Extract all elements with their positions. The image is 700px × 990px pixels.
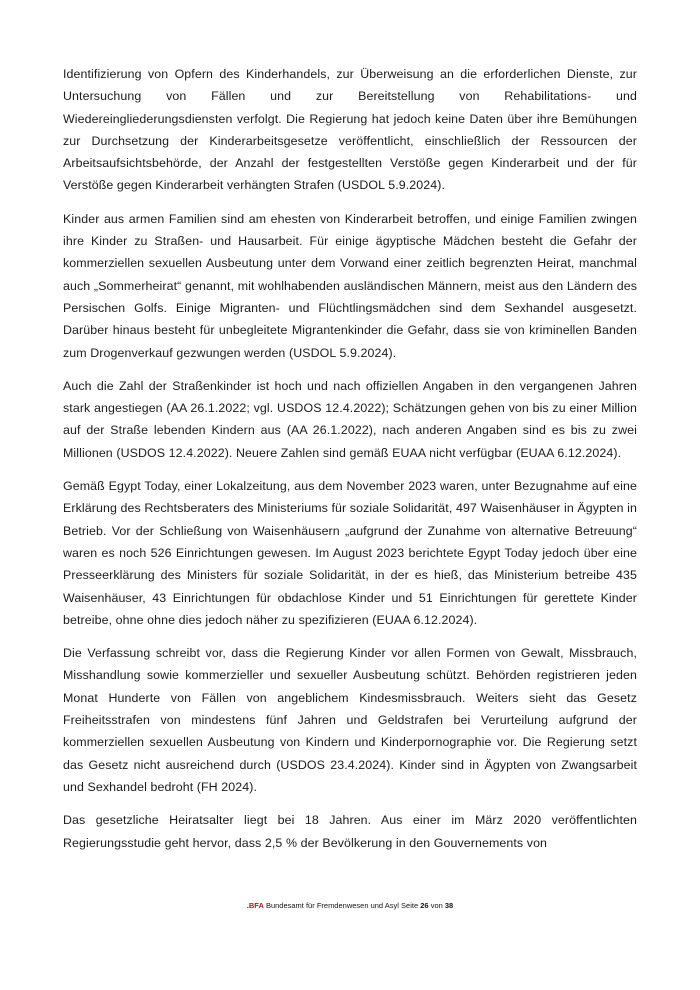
footer-page-label: Seite xyxy=(401,901,419,910)
footer-page-number: 26 xyxy=(420,901,429,910)
bfa-logo: BFA xyxy=(248,901,264,910)
paragraph-orphanages: Gemäß Egypt Today, einer Lokalzeitung, aus dem November 2023 waren, unter Bezugnahme auf eine Erklärung des Rechtsberaters des Ministeriums für soziale Solidarität, 497 Waisenhäuser in Ägypten in Betrieb. Vor der Schließung von Waisenhäusern „aufgrund der Zunahme von alternative Betreuung“ waren es noch 526 Einrichtungen gewesen. Im August 2023 berichtete Egypt Today jedoch über eine Presseerklärung des Ministers für soziale Solidarität, in der es hieß, das Ministerium betreibe 435 Waisenhäuser, 43 Einrichtungen für obdachlose Kinder und 51 Einrichtungen für gerettete Kinder betreibe, ohne ohne dies jedoch näher zu spezifizieren (EUAA 6.12.2024). xyxy=(63,479,637,627)
paragraph-marriage-age: Das gesetzliche Heiratsalter liegt bei 18 Jahren. Aus einer im März 2020 veröffentlichten Regierungsstudie geht hervor, dass 2,5 % der Bevölkerung in den Gouvernements von xyxy=(63,813,637,850)
page-footer xyxy=(0,900,700,911)
paragraph-child-labor-enforcement: Identifizierung von Opfern des Kinderhandels, zur Überweisung an die erforderlichen Dienste, zur Untersuchung von Fällen und zur Bereitstellung von Rehabilitations- und Wiedereingliederungsdiensten verfolgt. Die Regierung hat jedoch keine Daten über ihre Bemühungen zur Durchsetzung der Kinderarbeitsgesetze veröffentlicht, einschließlich der Ressourcen der Arbeitsaufsichtsbehörde, der Anzahl der festgestellten Verstöße gegen Kinderarbeit und der für Verstöße gegen Kinderarbeit verhängten Strafen (USDOL 5.9.2024). xyxy=(63,67,637,193)
footer-org-name: Bundesamt für Fremdenwesen und Asyl xyxy=(265,901,399,910)
page-body-text xyxy=(63,63,637,865)
paragraph-poor-families-exploitation: Kinder aus armen Familien sind am ehesten von Kinderarbeit betroffen, und einige Familien zwingen ihre Kinder zu Straßen- und Hausarbeit. Für einige ägyptische Mädchen besteht die Gefahr der kommerziellen sexuellen Ausbeutung unter dem Vorwand einer zeitlich begrenzten Heirat, manchmal auch „Sommerheirat“ genannt, mit wohlhabenden ausländischen Männern, meist aus den Ländern des Persischen Golfs. Einige Migranten- und Flüchtlingsmädchen sind dem Sexhandel ausgesetzt. Darüber hinaus besteht für unbegleitete Migrantenkinder die Gefahr, dass sie von kriminellen Banden zum Drogenverkauf gezwungen werden (USDOL 5.9.2024). xyxy=(63,211,637,360)
footer-page-total: 38 xyxy=(444,901,454,910)
bfa-logo-dot: . xyxy=(246,901,249,910)
footer-of-label: von xyxy=(430,901,443,910)
paragraph-street-children-numbers: Auch die Zahl der Straßenkinder ist hoch und nach offiziellen Angaben in den vergangenen Jahren stark angestiegen (AA 26.1.2022; vgl. USDOS 12.4.2022); Schätzungen gehen von bis zu einer Million auf der Straße lebenden Kindern aus (AA 26.1.2022), nach anderen Angaben sind es bis zu zwei Millionen (USDOS 12.4.2022). Neuere Zahlen sind gemäß EUAA nicht verfügbar (EUAA 6.12.2024). xyxy=(63,378,637,460)
paragraph-constitution-protection: Die Verfassung schreibt vor, dass die Regierung Kinder vor allen Formen von Gewalt, Missbrauch, Misshandlung sowie kommerzieller und sexueller Ausbeutung schützt. Behörden registrieren jeden Monat Hunderte von Fällen von angeblichem Kindesmissbrauch. Weiters sieht das Gesetz Freiheitsstrafen von mindestens fünf Jahren und Geldstrafen bei Verurteilung aufgrund der kommerziellen sexuellen Ausbeutung von Kindern und Kinderpornographie vor. Die Regierung setzt das Gesetz nicht ausreichend durch (USDOS 23.4.2024). Kinder sind in Ägypten von Zwangsarbeit und Sexhandel bedroht (FH 2024). xyxy=(63,646,637,794)
